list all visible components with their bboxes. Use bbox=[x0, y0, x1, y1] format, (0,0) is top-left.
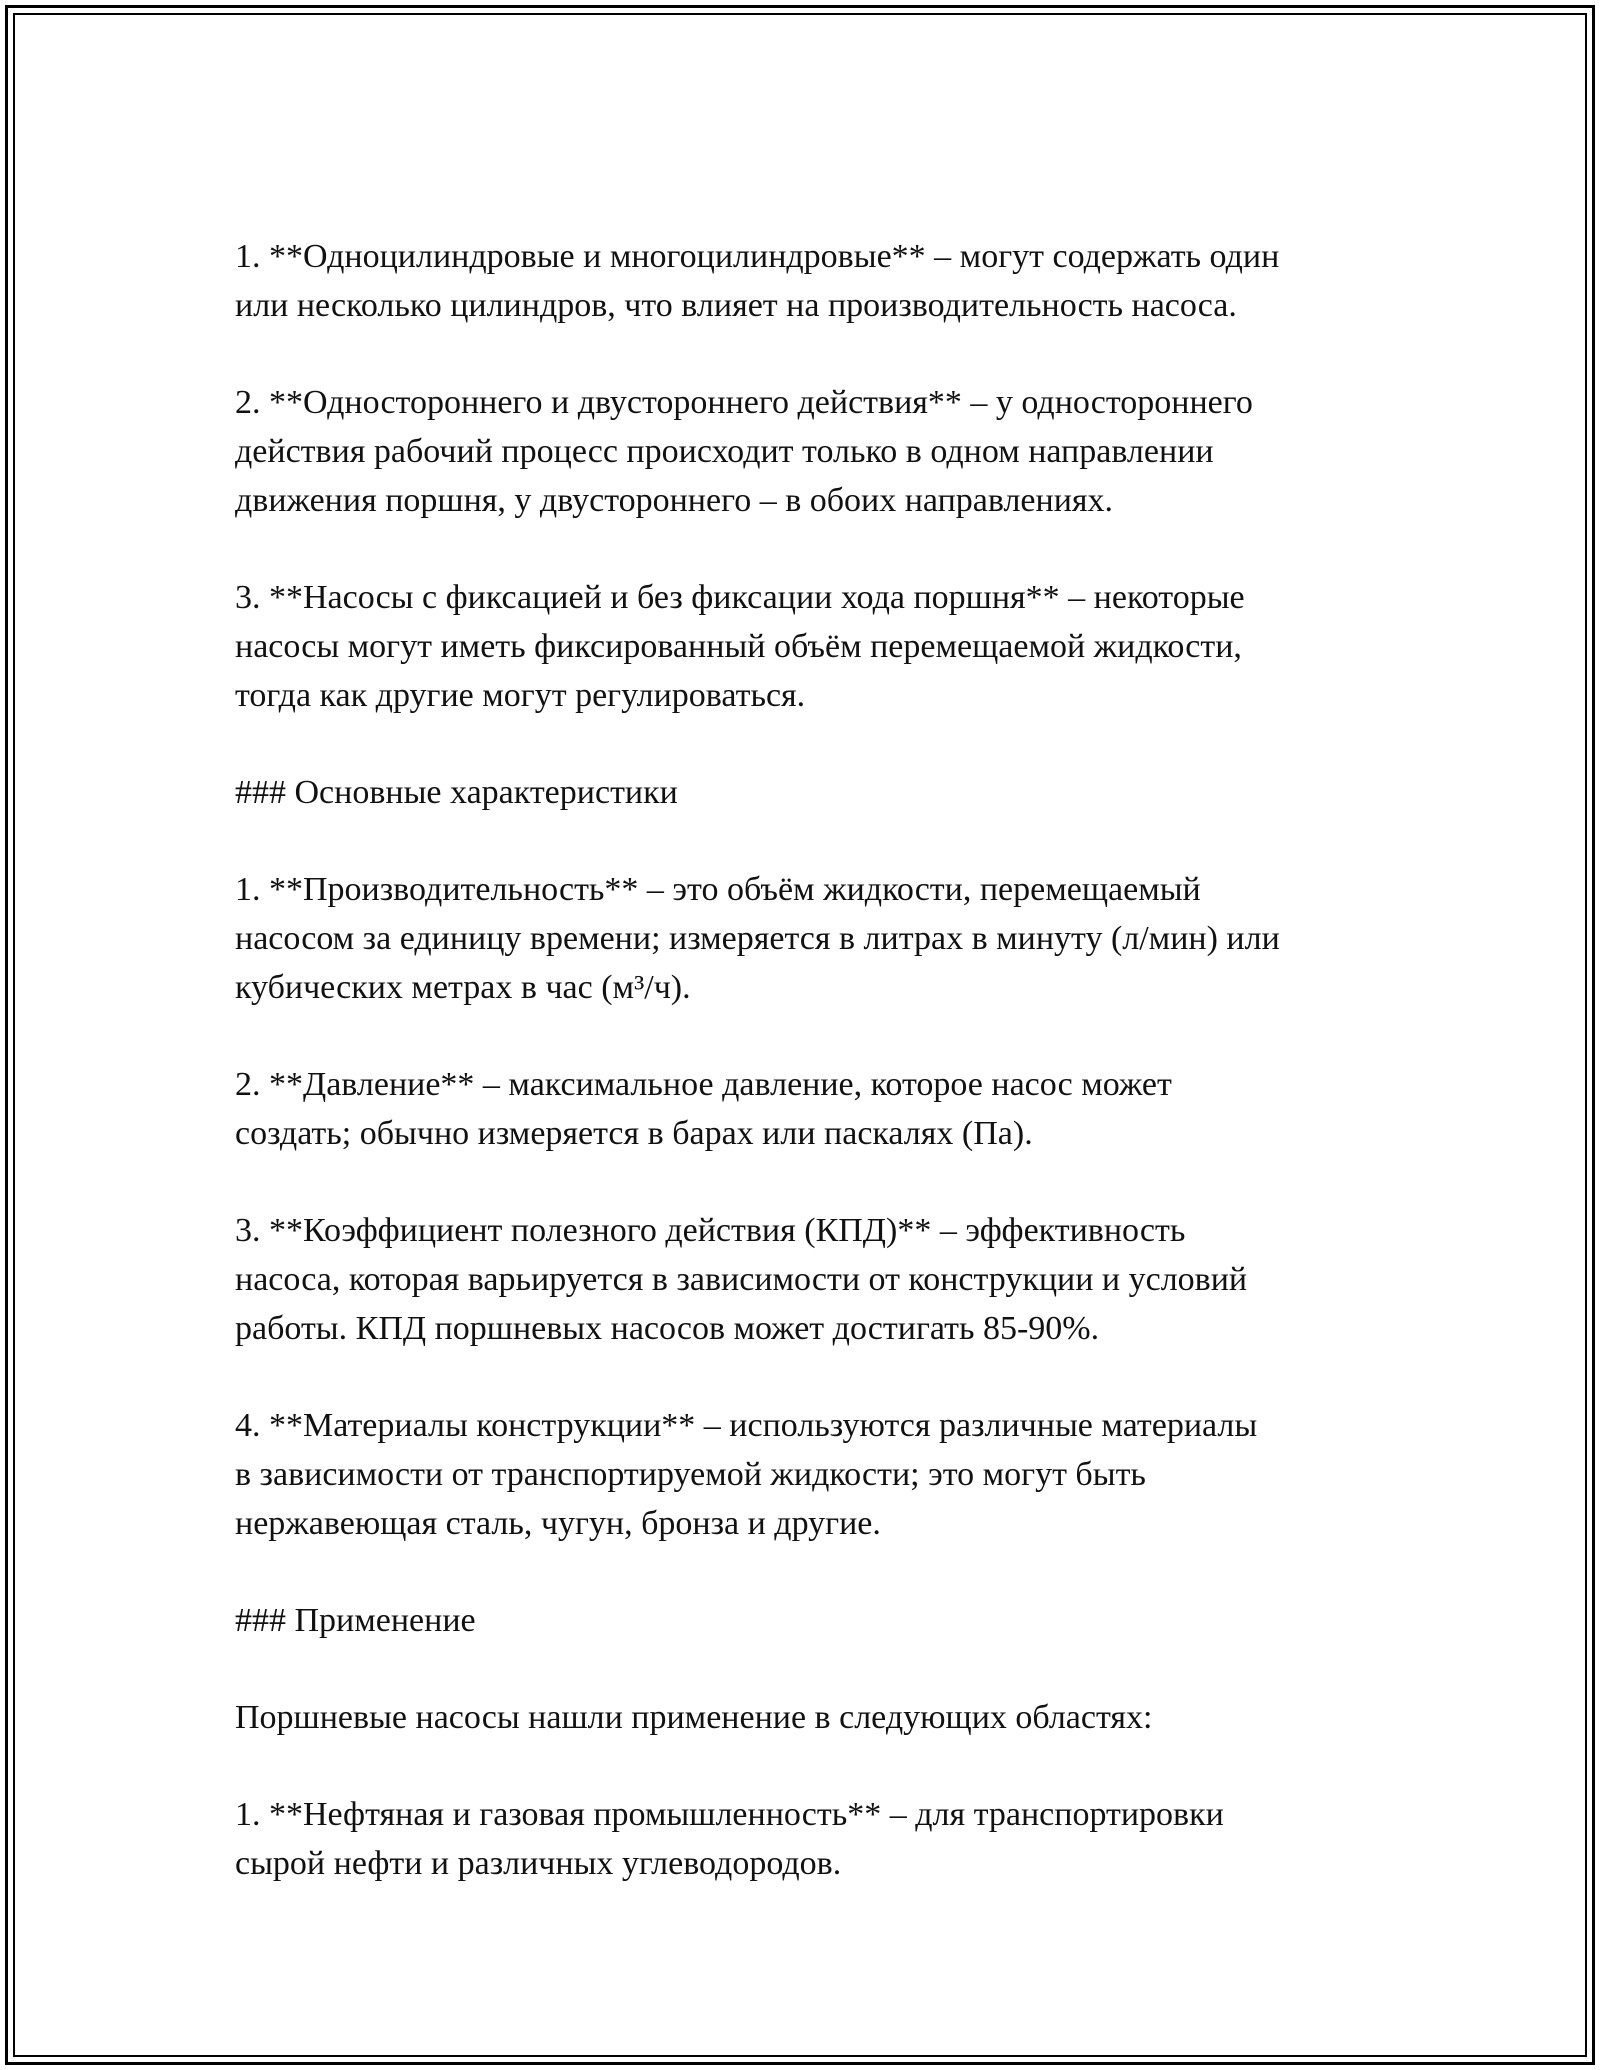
section-heading-characteristics: ### Основные характеристики bbox=[235, 774, 678, 811]
list-item-efficiency: 3. **Коэффициент полезного действия (КПД)** – эффективность насоса, которая варьируется в зависимости от конструкции и условий работы. КПД поршневых насосов может достигать 85-90%. bbox=[235, 1212, 1248, 1347]
list-item-stroke-fixation: 3. **Насосы с фиксацией и без фиксации хода поршня** – некоторые насосы могут иметь фиксированный объём перемещаемой жидкости, тогда как другие могут регулироваться. bbox=[235, 579, 1245, 714]
list-item-materials: 4. **Материалы конструкции** – используются различные материалы в зависимости от транспортируемой жидкости; это могут быть нержавеющая сталь, чугун, бронза и другие. bbox=[235, 1407, 1258, 1542]
document-body bbox=[235, 232, 1385, 1936]
section-heading-application: ### Применение bbox=[235, 1602, 476, 1639]
list-item-oil-gas: 1. **Нефтяная и газовая промышленность** – для транспортировки сырой нефти и различных углеводородов. bbox=[235, 1796, 1224, 1882]
list-item-action: 2. **Одностороннего и двустороннего действия** – у одностороннего действия рабочий процесс происходит только в одном направлении движения поршня, у двустороннего – в обоих направлениях. bbox=[235, 384, 1253, 519]
list-item-productivity: 1. **Производительность** – это объём жидкости, перемещаемый насосом за единицу времени; измеряется в литрах в минуту (л/мин) или кубических метрах в час (м³/ч). bbox=[235, 871, 1280, 1006]
list-item-pressure: 2. **Давление** – максимальное давление, которое насос может создать; обычно измеряется в барах или паскалях (Па). bbox=[235, 1066, 1172, 1152]
list-item-cylinders: 1. **Одноцилиндровые и многоцилиндровые** – могут содержать один или несколько цилиндров, что влияет на производительность насоса. bbox=[235, 238, 1280, 324]
intro-paragraph-application: Поршневые насосы нашли применение в следующих областях: bbox=[235, 1699, 1153, 1736]
